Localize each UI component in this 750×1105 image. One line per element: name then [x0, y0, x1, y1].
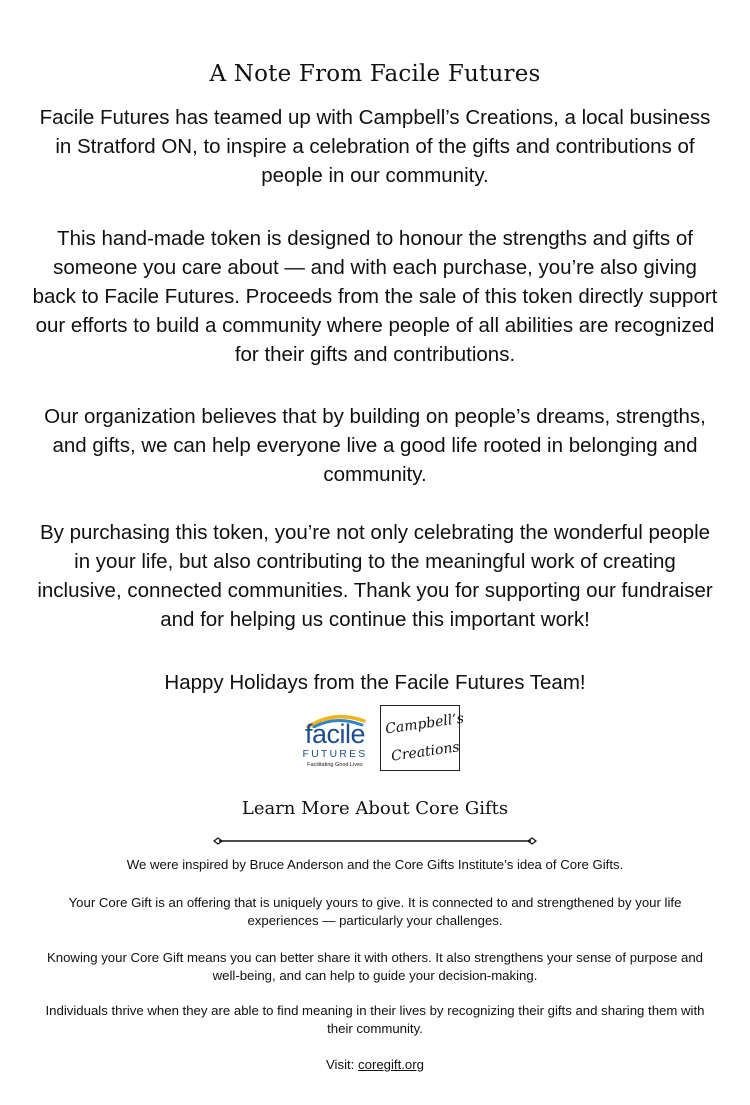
futures-logo-word: FUTURES	[302, 748, 368, 760]
facile-futures-logo	[298, 712, 372, 772]
visit-line	[40, 1056, 710, 1074]
campbell-logo-line2: Creations	[390, 739, 461, 765]
campbells-creations-logo	[380, 705, 465, 771]
inspiration-text: We were inspired by Bruce Anderson and the Core Gifts Institute’s idea of Core Gifts.	[126, 857, 624, 872]
coregift-link[interactable]: coregift.org	[358, 1057, 424, 1072]
visit-label: Visit:	[326, 1057, 359, 1072]
thrive-text: Individuals thrive when they are able to find meaning in their lives by recognizing their gifts and sharing them with their community.	[45, 1003, 705, 1036]
thanks-paragraph: By purchasing this token, you’re not only celebrating the wonderful people in your life, but also contributing to the meaningful work of creating inclusive, connected communities. Thank you for supporting our fundraiser and for helping us continue this important work!	[37, 521, 713, 631]
ornamental-divider	[213, 836, 537, 846]
core-gift-benefits: Knowing your Core Gift means you can better share it with others. It also strengthens your sense of purpose and well-being, and can help to guide your decision-making.	[46, 950, 704, 983]
section-title: Learn More About Core Gifts	[241, 798, 509, 819]
campbell-logo-line1: Campbell’s	[384, 710, 465, 738]
page-title: A Note From Facile Futures	[209, 61, 541, 87]
belief-paragraph: Our organization believes that by building on people’s dreams, strengths, and gifts, we can help everyone live a good life rooted in belonging and community.	[44, 405, 706, 486]
holiday-greeting: Happy Holidays from the Facile Futures Team!	[164, 671, 586, 694]
facile-logo-tagline: Facilitating Good Lives	[307, 762, 363, 768]
intro-paragraph: Facile Futures has teamed up with Campbell’s Creations, a local business in Stratford ON, to inspire a celebration of the gifts and contributions of people in our community.	[39, 106, 711, 187]
core-gift-definition: Your Core Gift is an offering that is uniquely yours to give. It is connected to and strengthened by your life experiences — particularly your challenges.	[68, 895, 682, 928]
partner-logos	[0, 705, 750, 773]
facile-logo-word: facile	[304, 719, 366, 749]
token-paragraph: This hand-made token is designed to honour the strengths and gifts of someone you care about — and with each purchase, you’re also giving back to Facile Futures. Proceeds from the sale of this token directly support our efforts to build a community where people of all abilities are recognized for their gifts and contributions.	[32, 227, 718, 366]
